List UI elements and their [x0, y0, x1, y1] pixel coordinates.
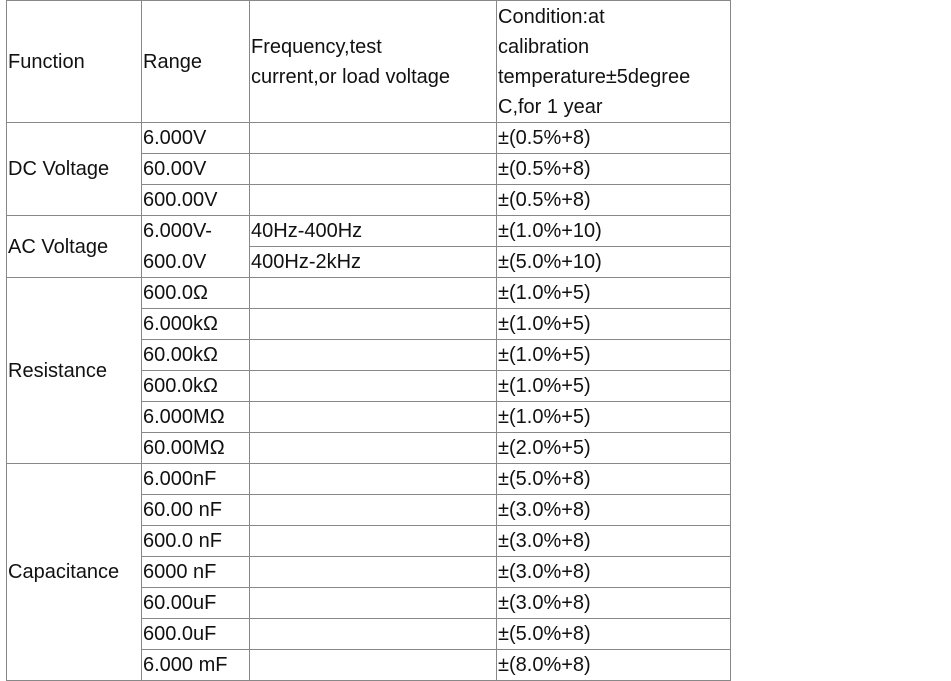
accuracy-cell: ±(8.0%+8)	[497, 650, 731, 681]
header-function: Function	[7, 1, 142, 123]
frequency-cell	[250, 433, 497, 464]
accuracy-cell: ±(3.0%+8)	[497, 588, 731, 619]
range-cell: 600.00V	[142, 185, 250, 216]
accuracy-cell: ±(1.0%+5)	[497, 402, 731, 433]
frequency-cell: 400Hz-2kHz	[250, 247, 497, 278]
accuracy-cell: ±(0.5%+8)	[497, 185, 731, 216]
header-row	[7, 1, 731, 123]
range-cell: 600.0uF	[142, 619, 250, 650]
range-cell: 60.00uF	[142, 588, 250, 619]
range-cell: 60.00V	[142, 154, 250, 185]
accuracy-cell: ±(1.0%+10)	[497, 216, 731, 247]
range-cell: 6.000nF	[142, 464, 250, 495]
range-cell: 6.000MΩ	[142, 402, 250, 433]
range-cell: 6.000V	[142, 123, 250, 154]
frequency-cell: 40Hz-400Hz	[250, 216, 497, 247]
accuracy-cell: ±(2.0%+5)	[497, 433, 731, 464]
function-ac-voltage: AC Voltage	[7, 216, 142, 278]
frequency-cell	[250, 588, 497, 619]
accuracy-cell: ±(0.5%+8)	[497, 123, 731, 154]
table-row	[7, 123, 731, 154]
accuracy-cell: ±(3.0%+8)	[497, 495, 731, 526]
header-condition-line4: C,for 1 year	[498, 95, 603, 118]
table-row	[7, 278, 731, 309]
accuracy-cell: ±(3.0%+8)	[497, 557, 731, 588]
range-cell: 60.00kΩ	[142, 340, 250, 371]
frequency-cell	[250, 185, 497, 216]
accuracy-cell: ±(5.0%+10)	[497, 247, 731, 278]
range-cell: 6.000kΩ	[142, 309, 250, 340]
range-cell: 6.000V-	[142, 216, 250, 247]
frequency-cell	[250, 123, 497, 154]
frequency-cell	[250, 464, 497, 495]
accuracy-cell: ±(1.0%+5)	[497, 278, 731, 309]
header-frequency-line1: Frequency,test	[251, 35, 382, 58]
accuracy-cell: ±(0.5%+8)	[497, 154, 731, 185]
frequency-cell	[250, 526, 497, 557]
function-resistance: Resistance	[7, 278, 142, 464]
spec-table	[6, 0, 731, 681]
accuracy-cell: ±(1.0%+5)	[497, 340, 731, 371]
function-capacitance: Capacitance	[7, 464, 142, 681]
table-row	[7, 216, 731, 247]
frequency-cell	[250, 402, 497, 433]
header-condition-line1: Condition:at	[498, 5, 605, 28]
range-cell: 600.0kΩ	[142, 371, 250, 402]
accuracy-cell: ±(5.0%+8)	[497, 464, 731, 495]
range-cell: 600.0Ω	[142, 278, 250, 309]
accuracy-cell: ±(1.0%+5)	[497, 371, 731, 402]
frequency-cell	[250, 619, 497, 650]
accuracy-cell: ±(3.0%+8)	[497, 526, 731, 557]
frequency-cell	[250, 154, 497, 185]
range-cell: 600.0V	[142, 247, 250, 278]
accuracy-cell: ±(1.0%+5)	[497, 309, 731, 340]
header-condition	[497, 1, 731, 123]
header-frequency-line2: current,or load voltage	[251, 65, 451, 88]
function-dc-voltage: DC Voltage	[7, 123, 142, 216]
frequency-cell	[250, 309, 497, 340]
frequency-cell	[250, 340, 497, 371]
range-cell: 60.00 nF	[142, 495, 250, 526]
range-cell: 6.000 mF	[142, 650, 250, 681]
header-condition-line2: calibration	[498, 35, 590, 58]
range-cell: 600.0 nF	[142, 526, 250, 557]
frequency-cell	[250, 650, 497, 681]
range-cell: 6000 nF	[142, 557, 250, 588]
range-cell: 60.00MΩ	[142, 433, 250, 464]
header-condition-line3: temperature±5degree	[498, 65, 691, 88]
frequency-cell	[250, 371, 497, 402]
frequency-cell	[250, 278, 497, 309]
frequency-cell	[250, 557, 497, 588]
header-range: Range	[142, 1, 250, 123]
frequency-cell	[250, 495, 497, 526]
header-frequency	[250, 1, 497, 123]
accuracy-cell: ±(5.0%+8)	[497, 619, 731, 650]
table-row	[7, 464, 731, 495]
